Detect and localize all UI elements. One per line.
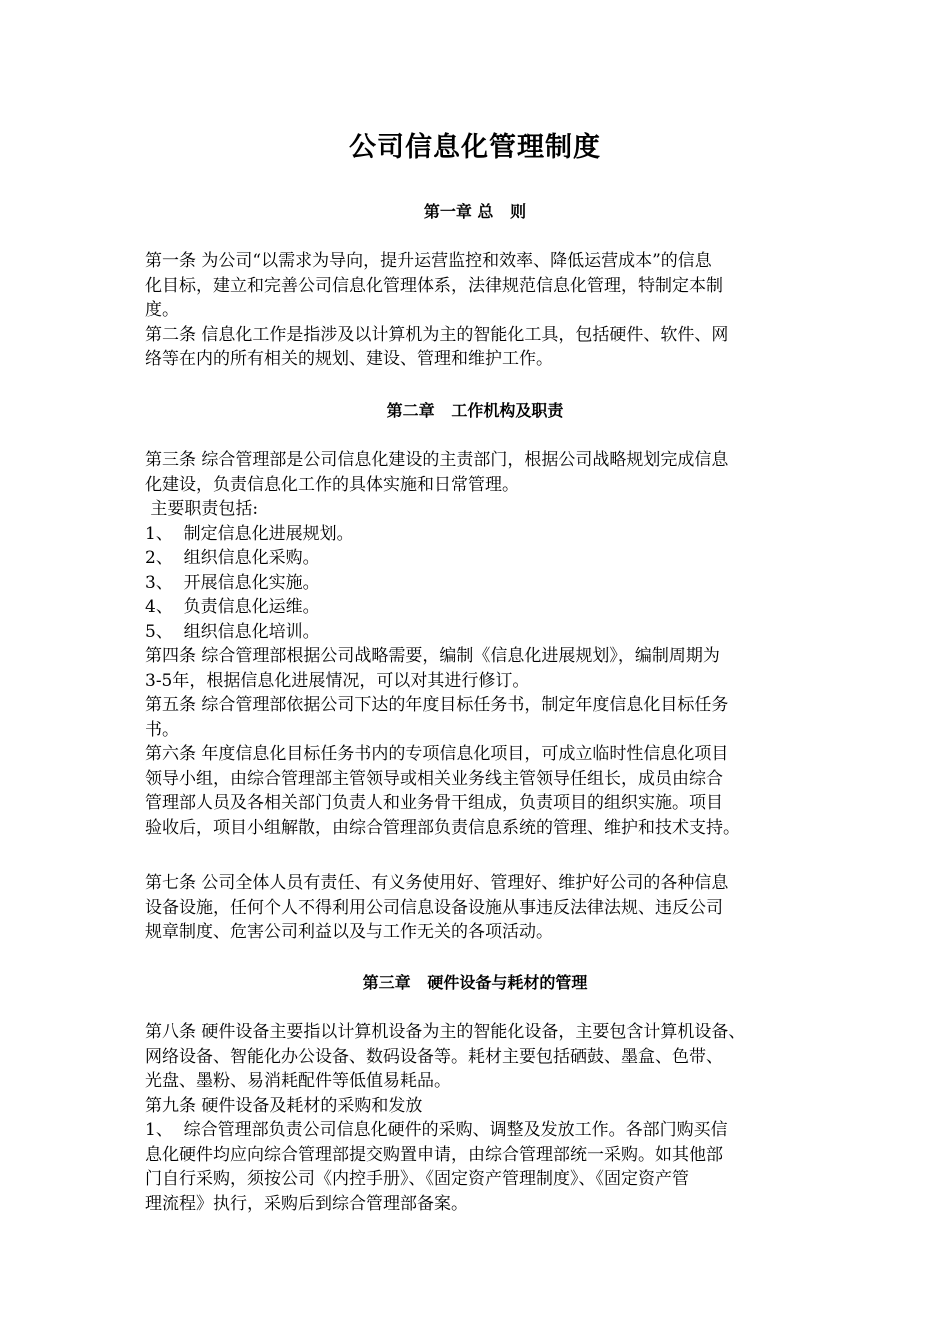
text-line: 设备设施，任何个人不得利用公司信息设备设施从事违反法律法规、违反公司 — [145, 897, 723, 918]
text-line: 2、 组织信息化采购。 — [145, 548, 320, 568]
document-title: 公司信息化管理制度 — [349, 132, 601, 163]
text-line: 网络设备、智能化办公设备、数码设备等。耗材主要包括硒鼓、墨盒、色带、 — [145, 1046, 723, 1067]
text-line: 4、 负责信息化运维。 — [145, 597, 320, 617]
text-line: 第二条 信息化工作是指涉及以计算机为主的智能化工具，包括硬件、软件、网 — [145, 324, 729, 345]
text-line: 第五条 综合管理部依据公司下达的年度目标任务书，制定年度信息化目标任务 — [145, 695, 729, 715]
text-line: 主要职责包括: — [145, 499, 259, 519]
chapter-2-body — [145, 448, 825, 840]
text-line: 理流程》执行，采购后到综合管理部备案。 — [145, 1193, 468, 1214]
text-line: 络等在内的所有相关的规划、建设、管理和维护工作。 — [145, 349, 553, 369]
chapter-3-heading: 第三章 硬件设备与耗材的管理 — [362, 973, 588, 992]
text-line: 息化硬件均应向综合管理部提交购置申请，由综合管理部统一采购。如其他部 — [145, 1144, 723, 1165]
chapter-2-heading: 第二章 工作机构及职责 — [386, 401, 564, 420]
text-line: 第八条 硬件设备主要指以计算机设备为主的智能化设备，主要包含计算机设备、 — [145, 1022, 746, 1042]
text-line: 第七条 公司全体人员有责任、有义务使用好、管理好、维护好公司的各种信息 — [145, 873, 729, 893]
text-line: 门自行采购，须按公司《内控手册》、《固定资产管理制度》、《固定资产管 — [145, 1169, 689, 1189]
text-line: 3-5年，根据信息化进展情况，可以对其进行修订。 — [145, 670, 530, 691]
text-line: 1、 综合管理部负责公司信息化硬件的采购、调整及发放工作。各部门购买信 — [145, 1120, 728, 1140]
text-line: 1、 制定信息化进展规划。 — [145, 523, 354, 544]
text-line: 化建设，负责信息化工作的具体实施和日常管理。 — [145, 474, 519, 495]
text-line: 光盘、墨粉、易消耗配件等低值易耗品。 — [145, 1071, 451, 1091]
text-line: 第九条 硬件设备及耗材的采购和发放 — [145, 1095, 423, 1116]
text-line: 5、 组织信息化培训。 — [145, 621, 320, 642]
text-line: 度。 — [145, 300, 179, 320]
text-line: 第一条 为公司“以需求为导向，提升运营监控和效率、降低运营成本”的信息 — [145, 251, 712, 271]
text-line: 化目标，建立和完善公司信息化管理体系，法律规范信息化管理，特制定本制 — [145, 275, 723, 296]
text-line: 验收后，项目小组解散，由综合管理部负责信息系统的管理、维护和技术支持。 — [145, 817, 740, 838]
text-line: 3、 开展信息化实施。 — [145, 572, 320, 593]
article-7-body — [145, 871, 825, 945]
text-line: 书。 — [145, 719, 179, 740]
text-line: 管理部人员及各相关部门负责人和业务骨干组成，负责项目的组织实施。项目 — [145, 793, 723, 813]
text-line: 第六条 年度信息化目标任务书内的专项信息化项目，可成立临时性信息化项目 — [145, 744, 729, 764]
chapter-1-heading: 第一章 总 则 — [423, 202, 527, 221]
text-line: 第四条 综合管理部根据公司战略需要，编制《信息化进展规划》，编制周期为 — [145, 646, 720, 666]
text-line: 第三条 综合管理部是公司信息化建设的主责部门，根据公司战略规划完成信息 — [145, 450, 729, 470]
text-line: 规章制度、危害公司利益以及与工作无关的各项活动。 — [145, 922, 553, 942]
text-line: 领导小组，由综合管理部主管领导或相关业务线主管领导任组长，成员由综合 — [145, 768, 723, 789]
chapter-3-body — [145, 1020, 825, 1216]
chapter-1-body — [145, 249, 825, 372]
